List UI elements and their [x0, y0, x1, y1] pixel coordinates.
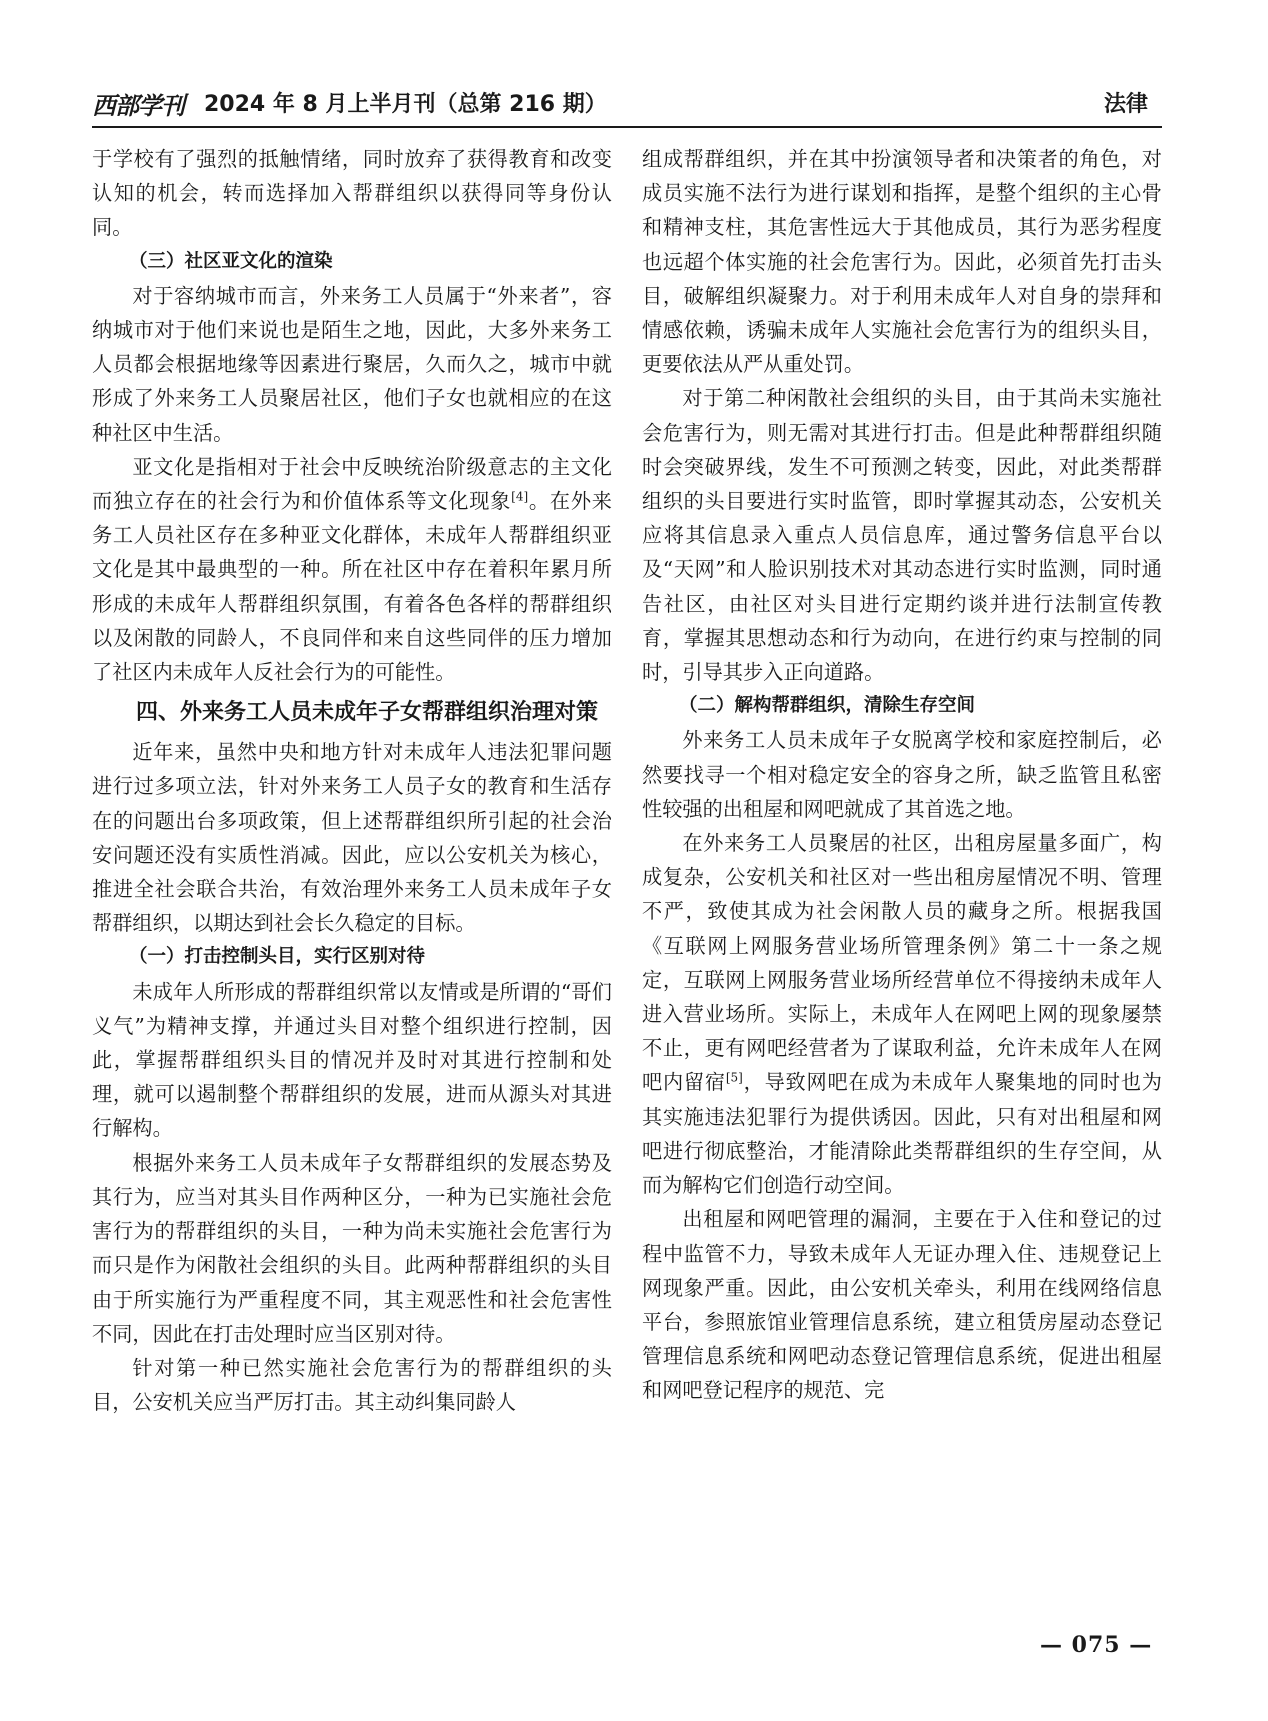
paragraph-text: 亚文化是指相对于社会中反映统治阶级意志的主文化而独立存在的社会行为和价值体系等文化现象: [92, 454, 612, 514]
section-heading-countermeasures: 四、外来务工人员未成年子女帮群组织治理对策: [136, 700, 599, 726]
journal-logo: 西部学刊: [92, 91, 184, 120]
subsection-heading-community-subculture: （三）社区亚文化的渲染: [129, 250, 333, 272]
paragraph: 于学校有了强烈的抵触情绪，同时放弃了获得教育和改变认知的机会，转而选择加入帮群组织以获得同等身份认同。: [92, 147, 612, 240]
paragraph: 对于第二种闲散社会组织的头目，由于其尚未实施社会危害行为，则无需对其进行打击。但是此种帮群组织随时会突破界线，发生不可预测之转变，因此，对此类帮群组织的头目要进行实时监管，即时掌握其动态，公安机关应将其信息录入重点人员信息库，通过警务信息平台以及“天网”和人脸识别技术对其动态进行实时监测，同时通告社区，由社区对头目进行定期约谈并进行法制宣传教育，掌握其思想动态和行为动向，在进行约束与控制的同时，引导其步入正向道路。: [642, 386, 1162, 685]
page-number: — 075 —: [1040, 1632, 1153, 1658]
header-divider: [92, 126, 1162, 128]
citation-ref: [4]: [511, 489, 529, 504]
right-column: [642, 142, 1162, 1612]
paragraph: 近年来，虽然中央和地方针对未成年人违法犯罪问题进行过多项立法，针对外来务工人员子女的教育和生活存在的问题出台多项政策，但上述帮群组织所引起的社会治安问题还没有实质性消减。因此，应以公安机关为核心，推进全社会联合共治，有效治理外来务工人员未成年子女帮群组织，以期达到社会长久稳定的目标。: [92, 740, 612, 936]
subsection-heading-dismantle-groups: （二）解构帮群组织，清除生存空间: [679, 695, 976, 717]
paragraph: [642, 826, 1162, 1202]
section-name: 法律: [1103, 92, 1148, 117]
issue-info: 2024 年 8 月上半月刊（总第 216 期）: [204, 92, 607, 117]
left-column: [92, 142, 612, 1612]
paragraph: 根据外来务工人员未成年子女帮群组织的发展态势及其行为，应当对其头目作两种区分，一种为已实施社会危害行为的帮群组织的头目，一种为尚未实施社会危害行为而只是作为闲散社会组织的头目。此两种帮群组织的头目由于所实施行为严重程度不同，其主观恶性和社会危害性不同，因此在打击处理时应当区别对待。: [92, 1150, 612, 1346]
paragraph-text: ，导致网吧在成为未成年人聚集地的同时也为其实施违法犯罪行为提供诱因。因此，只有对出租屋和网吧进行彻底整治，才能清除此类帮群组织的生存空间，从而为解构它们创造行动空间。: [642, 1070, 1162, 1198]
paragraph-text: 在外来务工人员聚居的社区，出租房屋量多面广，构成复杂，公安机关和社区对一些出租房屋情况不明、管理不严，致使其成为社会闲散人员的藏身之所。根据我国《互联网上网服务营业场所管理条例》第二十一条之规定，互联网上网服务营业场所经营单位不得接纳未成年人进入营业场所。实际上，未成年人在网吧上网的现象屡禁不止，更有网吧经营者为了谋取利益，允许未成年人在网吧内留宿: [642, 831, 1162, 1095]
citation-ref: [5]: [725, 1070, 743, 1085]
paragraph: [92, 450, 612, 689]
paragraph: 针对第一种已然实施社会危害行为的帮群组织的头目，公安机关应当严厉打击。其主动纠集同龄人: [92, 1355, 612, 1415]
paragraph: 对于容纳城市而言，外来务工人员属于“外来者”，容纳城市对于他们来说也是陌生之地，因此，大多外来务工人员都会根据地缘等因素进行聚居，久而久之，城市中就形成了外来务工人员聚居社区，他们子女也就相应的在这种社区中生活。: [92, 283, 612, 445]
paragraph: 外来务工人员未成年子女脱离学校和家庭控制后，必然要找寻一个相对稳定安全的容身之所，缺乏监管且私密性较强的出租屋和网吧就成了其首选之地。: [642, 728, 1162, 821]
paragraph: 出租屋和网吧管理的漏洞，主要在于入住和登记的过程中监管不力，导致未成年人无证办理入住、违规登记上网现象严重。因此，由公安机关牵头，利用在线网络信息平台，参照旅馆业管理信息系统，建立租赁房屋动态登记管理信息系统和网吧动态登记管理信息系统，促进出租屋和网吧登记程序的规范、完: [642, 1207, 1162, 1403]
subsection-heading-strike-leaders: （一）打击控制头目，实行区别对待: [129, 946, 426, 968]
paragraph: 组成帮群组织，并在其中扮演领导者和决策者的角色，对成员实施不法行为进行谋划和指挥，是整个组织的主心骨和精神支柱，其危害性远大于其他成员，其行为恶劣程度也远超个体实施的社会危害行为。因此，必须首先打击头目，破解组织凝聚力。对于利用未成年人对自身的崇拜和情感依赖，诱骗未成年人实施社会危害行为的组织头目，更要依法从严从重处罚。: [642, 147, 1162, 377]
paragraph-text: 。在外来务工人员社区存在多种亚文化群体，未成年人帮群组织亚文化是其中最典型的一种。所在社区中存在着积年累月所形成的未成年人帮群组织氛围，有着各色各样的帮群组织以及闲散的同龄人，不良同伴和来自这些同伴的压力增加了社区内未成年人反社会行为的可能性。: [92, 489, 612, 685]
running-header: [92, 84, 1162, 124]
paragraph: 未成年人所形成的帮群组织常以友情或是所谓的“哥们义气”为精神支撑，并通过头目对整个组织进行控制，因此，掌握帮群组织头目的情况并及时对其进行控制和处理，就可以遏制整个帮群组织的发展，进而从源头对其进行解构。: [92, 979, 612, 1141]
